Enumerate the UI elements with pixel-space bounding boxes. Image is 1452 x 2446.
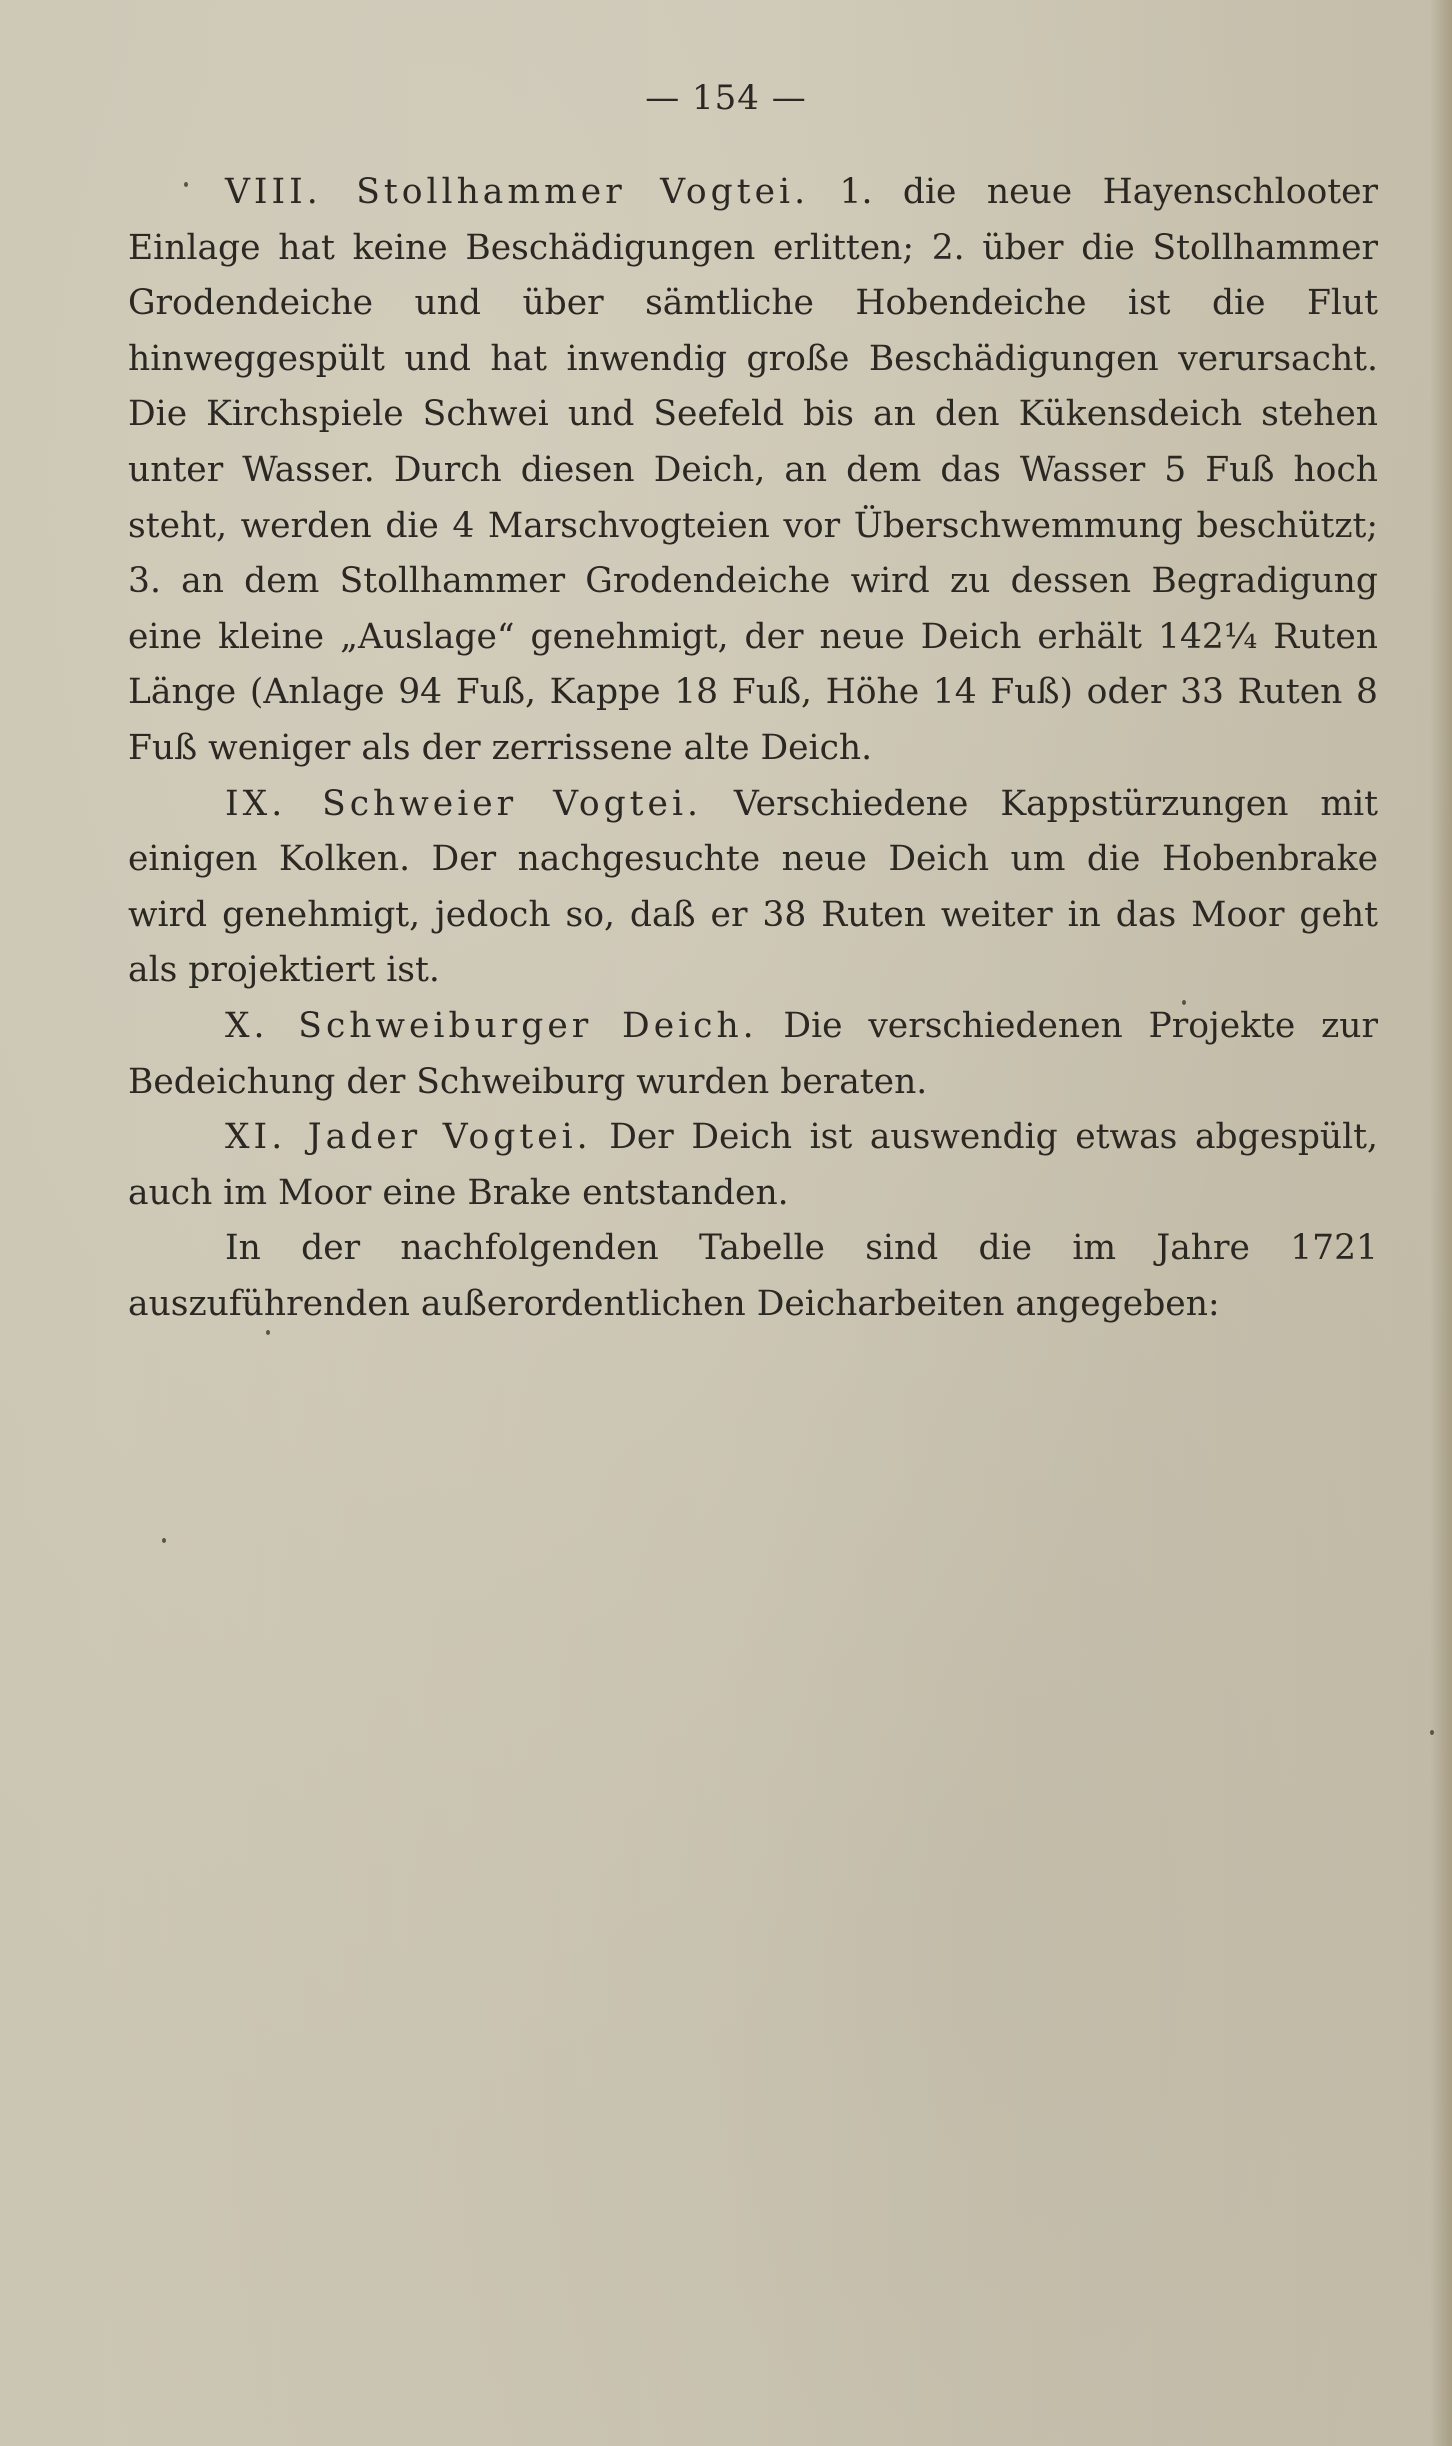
paragraph-text: 1. die neue Hayenschlooter Einlage hat keine Beschädigungen erlitten; 2. über die Stollhammer Grodendeiche und über sämtliche Hobendeiche ist die Flut hinweggespült und hat inwendig große Beschädigungen verursacht. Die Kirchspiele Schwei und Seefeld bis an den Kükensdeich stehen unter Wasser. Durch diesen Deich, an dem das Wasser 5 Fuß hoch steht, werden die 4 Marschvogteien vor Überschwemmung beschützt; 3. an dem Stollhammer Grodendeiche wird zu dessen Begradigung eine kleine „Auslage“ genehmigt, der neue Deich erhält 142¼ Ruten Länge (Anlage 94 Fuß, Kappe 18 Fuß, Höhe 14 Fuß) oder 33 Ruten 8 Fuß weniger als der zerrissene alte Deich. (128, 172, 1379, 768)
body-text (128, 165, 1378, 1332)
paragraph-table-intro (128, 1221, 1378, 1332)
paragraph-viii (128, 165, 1378, 777)
paper-speck (162, 1538, 166, 1543)
paragraph-text: In der nachfolgenden Tabelle sind die im Jahre 1721 auszuführenden außerordentlichen Deicharbeiten angegeben: (128, 1228, 1378, 1324)
paragraph-xi (128, 1110, 1378, 1221)
paragraph-ix (128, 777, 1378, 999)
paragraph-text: Die verschiedenen Projekte zur Bedeichung der Schweiburg wurden beraten. (128, 1005, 1378, 1102)
page-edge-shadow (1430, 0, 1452, 2446)
paragraph-text: Der Deich ist auswendig etwas abgespült, auch im Moor eine Brake entstanden. (128, 1117, 1378, 1213)
paper-speck (184, 182, 188, 187)
page-number: — 154 — (645, 78, 807, 118)
paper-speck (266, 1330, 270, 1335)
section-heading: IX. Schweier Vogtei. (225, 783, 702, 824)
section-heading: XI. Jader Vogtei. (225, 1117, 592, 1158)
section-heading: X. Schweiburger Deich. (225, 1005, 758, 1046)
paragraph-x (128, 999, 1378, 1110)
section-heading: VIII. Stollhammer Vogtei. (225, 172, 810, 212)
paper-speck (1430, 1730, 1434, 1735)
paper-speck (1182, 1000, 1186, 1005)
paragraph-text: Verschiedene Kappstürzungen mit einigen Kolken. Der nachgesuchte neue Deich um die Hobenbrake wird genehmigt, jedoch so, daß er 38 Ruten weiter in das Moor geht als projektiert ist. (128, 783, 1378, 991)
